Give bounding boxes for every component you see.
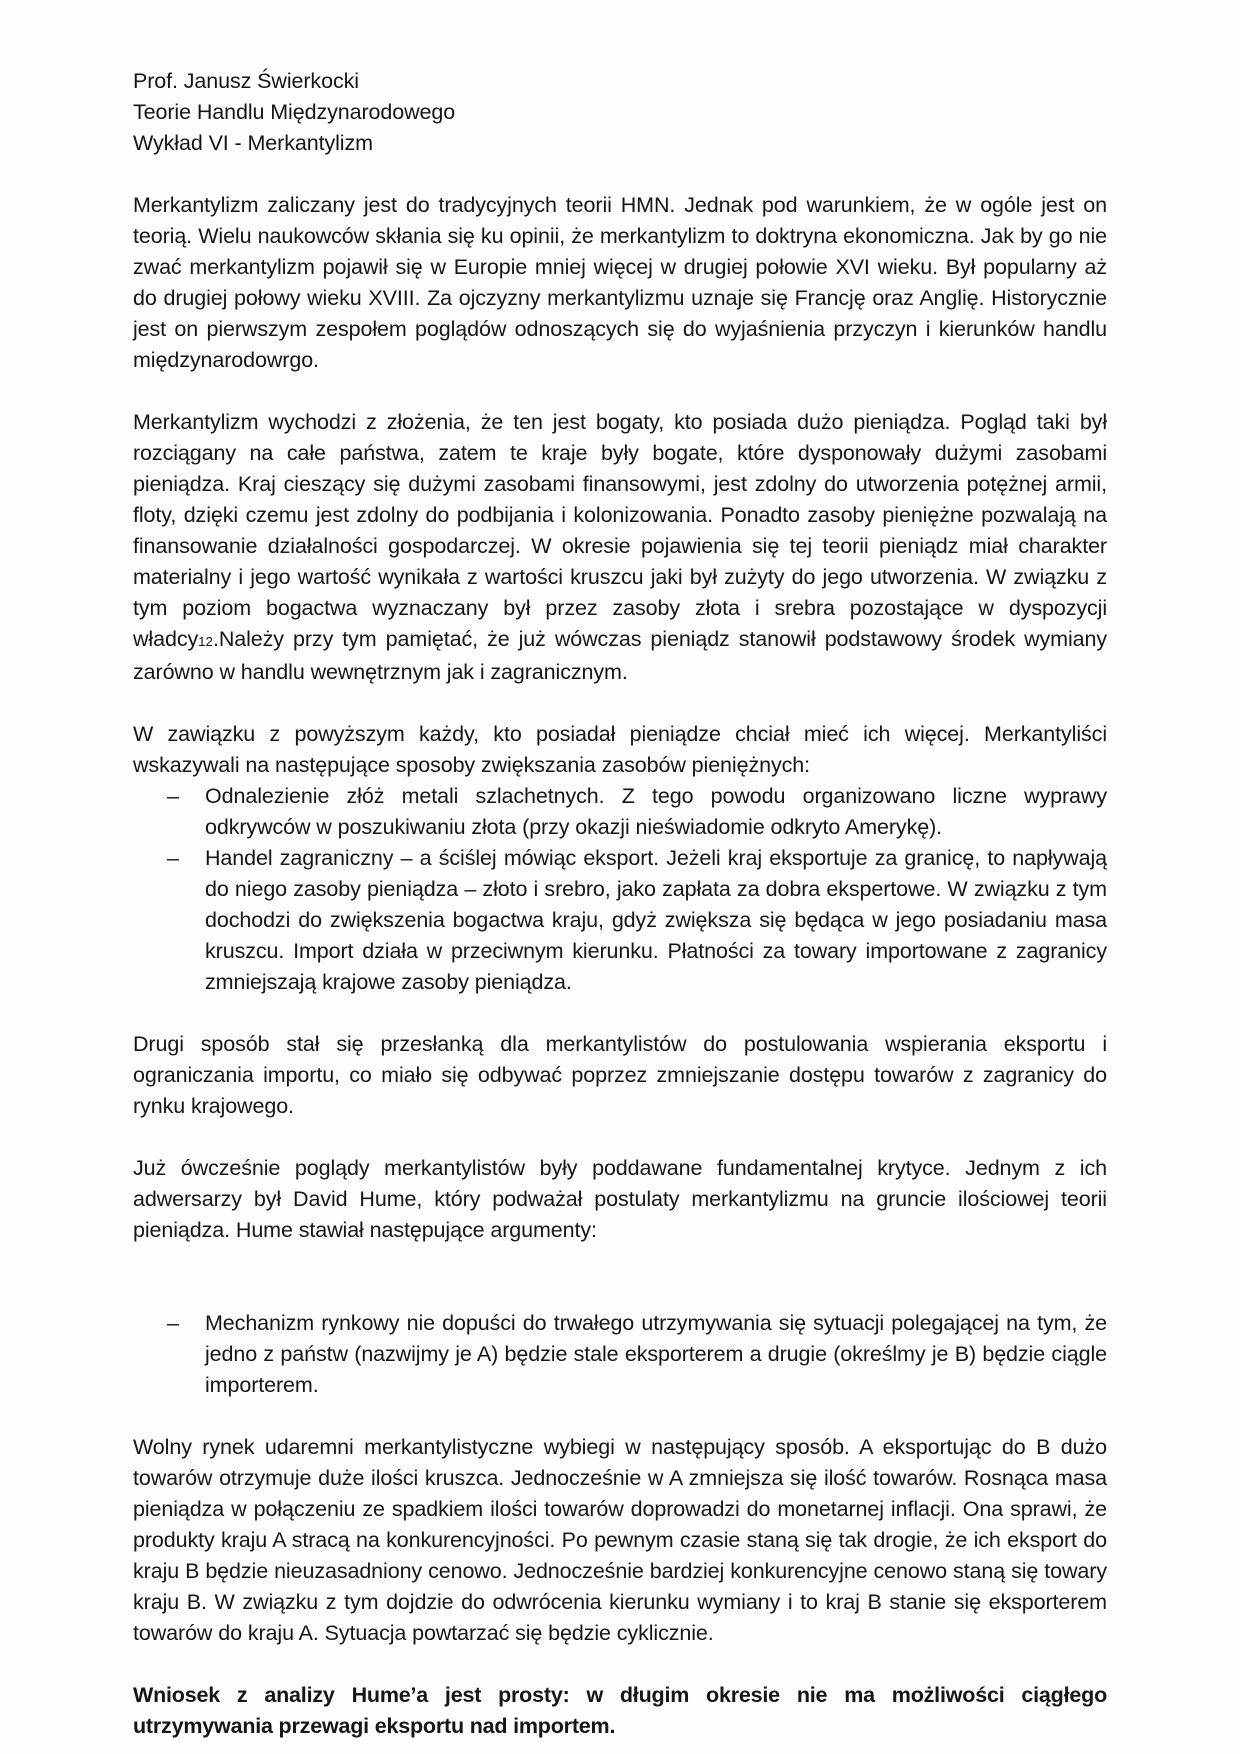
hume-arguments-list (133, 1308, 1107, 1401)
paragraph-intro: Merkantylizm zaliczany jest do tradycyjnych teorii HMN. Jednak pod warunkiem, że w ogóle jest on teorią. Wielu naukowców skłania się ku opinii, że merkantylizm to doktryna ekonomiczna. Jak by go nie zwać merkantylizm pojawił się w Europie mniej więcej w drugiej połowie XVI wieku. Był popularny aż do drugiej połowy wieku XVIII. Za ojczyzny merkantylizmu uznaje się Francję oraz Anglię. Historycznie jest on pierwszym zespołem poglądów odnoszących się do wyjaśnienia przyczyn i kierunków handlu międzynarodowrgo. (133, 193, 1107, 372)
bullet-dash-marker: – (167, 846, 179, 870)
paragraph-critique: Już ówcześnie poglądy merkantylistów były poddawane fundamentalnej krytyce. Jednym z ich adwersarzy był David Hume, który podważał postulaty merkantylizmu na gruncie ilościowej teorii pieniądza. Hume stawiał następujące argumenty: (133, 1156, 1107, 1242)
list-item-market-mechanism (133, 1308, 1107, 1401)
document-body (133, 190, 1107, 1742)
paragraph-second-way: Drugi sposób stał się przesłanką dla merkantylistów do postulowania wspierania eksportu i ograniczania importu, co miało się odbywać poprzez zmniejszanie dostępu towarów z zagranicy do rynku krajowego. (133, 1032, 1107, 1118)
header-author: Prof. Janusz Świerkocki (133, 69, 359, 93)
paragraph-wealth (133, 407, 1107, 688)
bullet-dash-marker: – (167, 784, 179, 808)
bullet-dash-marker: – (167, 1311, 179, 1335)
ways-to-increase-money-list (133, 781, 1107, 998)
list-item-text: Odnalezienie złóż metali szlachetnych. Z tego powodu organizowano liczne wyprawy odkrywców w poszukiwaniu złota (przy okazji nieświadomie odkryto Amerykę). (205, 784, 1107, 839)
paragraph-ways-intro: W zawiązku z powyższym każdy, kto posiadał pieniądze chciał mieć ich więcej. Merkantyliści wskazywali na następujące sposoby zwiększania zasobów pieniężnych: (133, 722, 1107, 777)
paragraph-wealth-text-after: .Należy przy tym pamiętać, że już wówczas pieniądz stanowił podstawowy środek wymiany zarówno w handlu wewnętrznym jak i zagranicznym. (133, 627, 1107, 684)
header-lecture-title: Wykład VI - Merkantylizm (133, 131, 373, 155)
document-header (133, 66, 1107, 159)
footnote-reference: 12 (198, 634, 213, 649)
paragraph-conclusion: Wniosek z analizy Hume’a jest prosty: w długim okresie nie ma możliwości ciągłego utrzymywania przewagi eksportu nad importem. (133, 1683, 1107, 1738)
header-course: Teorie Handlu Międzynarodowego (133, 100, 456, 124)
list-item-metal-deposits (133, 781, 1107, 843)
paragraph-wealth-text-before: Merkantylizm wychodzi z złożenia, że ten jest bogaty, kto posiada dużo pieniądza. Pogląd taki był rozciągany na całe państwa, zatem te kraje były bogate, które dysponowały dużymi zasobami pieniądza. Kraj cieszący się dużymi zasobami finansowymi, jest zdolny do utworzenia potężnej armii, floty, dzięki czemu jest zdolny do podbijania i kolonizowania. Ponadto zasoby pieniężne pozwalają na finansowanie działalności gospodarczej. W okresie pojawienia się tej teorii pieniądz miał charakter materialny i jego wartość wynikała z wartości kruszcu jaki był zużyty do jego utworzenia. W związku z tym poziom bogactwa wyznaczany był przez zasoby złota i srebra pozostające w dyspozycji władcy (133, 410, 1107, 651)
paragraph-free-market: Wolny rynek udaremni merkantylistyczne wybiegi w następujący sposób. A eksportując do B dużo towarów otrzymuje duże ilości kruszca. Jednocześnie w A zmniejsza się ilość towarów. Rosnąca masa pieniądza w połączeniu ze spadkiem ilości towarów doprowadzi do monetarnej inflacji. Ona sprawi, że produkty kraju A stracą na konkurencyjności. Po pewnym czasie staną się tak drogie, że ich eksport do kraju B będzie nieuzasadniony cenowo. Jednocześnie bardziej konkurencyjne cenowo staną się towary kraju B. W związku z tym dojdzie do odwrócenia kierunku wymiany i to kraj B stanie się eksporterem towarów do kraju A. Sytuacja powtarzać się będzie cyklicznie. (133, 1435, 1107, 1645)
list-item-foreign-trade (133, 843, 1107, 998)
list-item-text: Mechanizm rynkowy nie dopuści do trwałego utrzymywania się sytuacji polegającej na tym, że jedno z państw (nazwijmy je A) będzie stale eksporterem a drugie (określmy je B) będzie ciągle importerem. (205, 1311, 1107, 1397)
list-item-text: Handel zagraniczny – a ściślej mówiąc eksport. Jeżeli kraj eksportuje za granicę, to napływają do niego zasoby pieniądza – złoto i srebro, jako zapłata za dobra ekspertowe. W związku z tym dochodzi do zwiększenia bogactwa kraju, gdyż zwiększa się będąca w jego posiadaniu masa kruszcu. Import działa w przeciwnym kierunku. Płatności za towary importowane z zagranicy zmniejszają krajowe zasoby pieniądza. (205, 846, 1107, 994)
